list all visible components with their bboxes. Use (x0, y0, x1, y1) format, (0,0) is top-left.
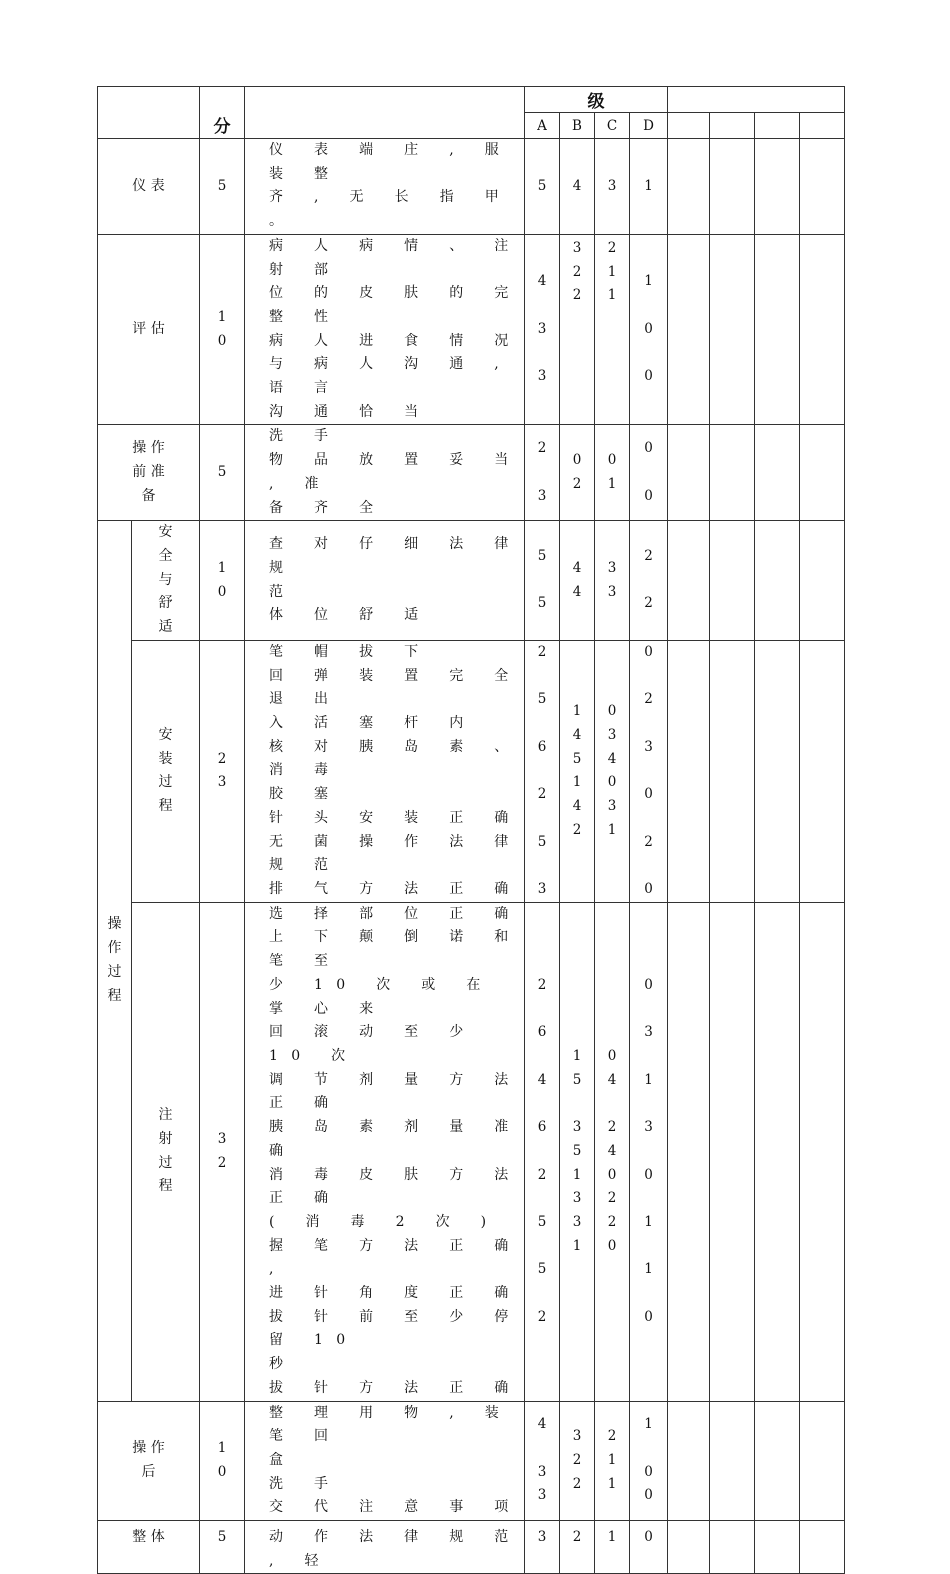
content-cell: 整 理 用 物 , 装 笔 回 盒 洗 手 交 代 注 意 事 项 (245, 1401, 525, 1521)
blank-cell (668, 139, 710, 235)
grade-a-cell: 2 6 4 6 2 5 5 2 (525, 902, 560, 1401)
row-safety (98, 521, 845, 641)
score-header: 分 (213, 117, 231, 137)
blank-cell (755, 902, 800, 1401)
blank-cell (800, 640, 845, 902)
blank-cell (755, 139, 800, 235)
grade-b-cell: 1 4 5 1 4 2 (560, 640, 595, 902)
grade-a-cell: 2 3 (525, 425, 560, 521)
grade-d-cell: 1 0 0 (630, 1401, 668, 1521)
blank-cell (710, 234, 755, 425)
score-cell: 5 (200, 1521, 245, 1574)
category-label: 操 作 前 准 备 (98, 425, 200, 521)
grade-b-cell: 0 2 (560, 425, 595, 521)
row-injection (98, 902, 845, 1401)
blank-cell (800, 425, 845, 521)
blank-cell (755, 425, 800, 521)
blank-cell (800, 902, 845, 1401)
category-label: 评 估 (98, 234, 200, 425)
blank-cell (755, 234, 800, 425)
content-cell: 查 对 仔 细 法 律 规 范 体 位 舒 适 (245, 521, 525, 641)
level-header: 级 (587, 92, 605, 112)
grade-b-cell: 4 (560, 139, 595, 235)
grade-c-header: C (595, 113, 630, 139)
grade-c-cell: 3 3 (595, 521, 630, 641)
blank-cell (710, 425, 755, 521)
grade-d-cell: 0 3 1 3 0 1 1 0 (630, 902, 668, 1401)
blank-cell (755, 640, 800, 902)
blank-cell (668, 521, 710, 641)
score-cell: 1 0 (200, 234, 245, 425)
blank-cell (710, 640, 755, 902)
blank-cell (668, 1521, 710, 1574)
blank-cell (668, 640, 710, 902)
grade-d-header: D (630, 113, 668, 139)
grade-c-cell: 1 (595, 1521, 630, 1574)
header-item-cell (98, 87, 200, 139)
blank-cell (755, 1521, 800, 1574)
blank-cell (668, 1401, 710, 1521)
grade-d-cell: 0 2 3 0 2 0 (630, 640, 668, 902)
content-cell: 洗 手 物 品 放 置 妥 当 , 准 备 齐 全 (245, 425, 525, 521)
grade-a-header: A (525, 113, 560, 139)
blank-cell (710, 1521, 755, 1574)
content-cell: 笔 帽 拔 下 回 弹 装 置 完 全 退 出 入 活 塞 杆 内 核 对 胰 岛 素 、 消 毒 胶 塞 针 头 安 装 正 确 无 菌 操 作 法 律 规 范 排 气 方 法 正 确 (245, 640, 525, 902)
grade-b-cell: 3 2 2 (560, 234, 595, 425)
grade-b-header: B (560, 113, 595, 139)
grade-a-cell: 2 5 6 2 5 3 (525, 640, 560, 902)
process-label: 操 作 过 程 (98, 521, 132, 1401)
row-install (98, 640, 845, 902)
grade-d-cell: 0 0 (630, 425, 668, 521)
score-cell: 5 (200, 425, 245, 521)
blank-cell (755, 521, 800, 641)
blank-cell (755, 113, 800, 139)
grade-d-cell: 2 2 (630, 521, 668, 641)
blank-cell (800, 1401, 845, 1521)
header-score-cell (200, 87, 245, 139)
blank-cell (800, 234, 845, 425)
grade-d-cell: 0 (630, 1521, 668, 1574)
grade-d-cell: 1 (630, 139, 668, 235)
blank-cell (710, 902, 755, 1401)
blank-cell (755, 1401, 800, 1521)
header-extra-cell (668, 87, 845, 113)
grade-c-cell: 0 1 (595, 425, 630, 521)
grade-a-cell: 5 5 (525, 521, 560, 641)
blank-cell (668, 234, 710, 425)
grade-a-cell: 4 3 3 (525, 234, 560, 425)
score-cell: 2 3 (200, 640, 245, 902)
subcategory-label: 注 射 过 程 (132, 902, 200, 1401)
score-cell: 1 0 (200, 521, 245, 641)
grade-b-cell: 1 5 3 5 1 3 3 1 (560, 902, 595, 1401)
row-appearance (98, 139, 845, 235)
blank-cell (668, 902, 710, 1401)
header-row-1 (98, 87, 845, 113)
row-assessment (98, 234, 845, 425)
grade-a-cell: 3 (525, 1521, 560, 1574)
blank-cell (800, 1521, 845, 1574)
row-after (98, 1401, 845, 1521)
evaluation-table (97, 86, 845, 1574)
grade-b-cell: 3 2 2 (560, 1401, 595, 1521)
blank-cell (668, 425, 710, 521)
grade-a-cell: 5 (525, 139, 560, 235)
score-cell: 3 2 (200, 902, 245, 1401)
category-label: 整 体 (98, 1521, 200, 1574)
row-overall (98, 1521, 845, 1574)
grade-c-cell: 3 (595, 139, 630, 235)
header-level-cell (525, 87, 668, 113)
blank-cell (710, 1401, 755, 1521)
blank-cell (800, 139, 845, 235)
grade-c-cell: 2 1 1 (595, 234, 630, 425)
blank-cell (710, 139, 755, 235)
blank-cell (800, 113, 845, 139)
grade-a-cell: 4 3 3 (525, 1401, 560, 1521)
grade-c-cell: 0 4 2 4 0 2 2 0 (595, 902, 630, 1401)
grade-b-cell: 2 (560, 1521, 595, 1574)
subcategory-label: 安 全 与 舒 适 (132, 521, 200, 641)
blank-cell (800, 521, 845, 641)
blank-cell (710, 521, 755, 641)
blank-cell (710, 113, 755, 139)
score-cell: 1 0 (200, 1401, 245, 1521)
content-cell: 动 作 法 律 规 范 , 轻 (245, 1521, 525, 1574)
score-cell: 5 (200, 139, 245, 235)
content-cell: 选 择 部 位 正 确 上 下 颠 倒 诺 和 笔 至 少 10 次 或 在 掌 心 来 回 滚 动 至 少 10 次 调 节 剂 量 方 法 正 确 胰 岛 素 剂 量 准 确 消 毒 皮 肤 方 法 正 确 ( 消 毒 2 次 ) 握 笔 方 法 正 确 , 进 针 角 度 正 确 拔 针 前 至 少 停 留 10 秒 拔 针 方 法 正 确 (245, 902, 525, 1401)
content-cell: 病 人 病 情 、 注 射 部 位 的 皮 肤 的 完 整 性 病 人 进 食 情 况 与 病 人 沟 通 , 语 言 沟 通 恰 当 (245, 234, 525, 425)
subcategory-label: 安 装 过 程 (132, 640, 200, 902)
header-content-cell (245, 87, 525, 139)
content-cell: 仪 表 端 庄 , 服 装 整 齐 , 无 长 指 甲 。 (245, 139, 525, 235)
row-preparation (98, 425, 845, 521)
grade-c-cell: 2 1 1 (595, 1401, 630, 1521)
grade-b-cell: 4 4 (560, 521, 595, 641)
evaluation-table-wrapper (97, 86, 845, 1574)
category-label: 仪 表 (98, 139, 200, 235)
grade-c-cell: 0 3 4 0 3 1 (595, 640, 630, 902)
category-label: 操 作 后 (98, 1401, 200, 1521)
grade-d-cell: 1 0 0 (630, 234, 668, 425)
blank-cell (668, 113, 710, 139)
